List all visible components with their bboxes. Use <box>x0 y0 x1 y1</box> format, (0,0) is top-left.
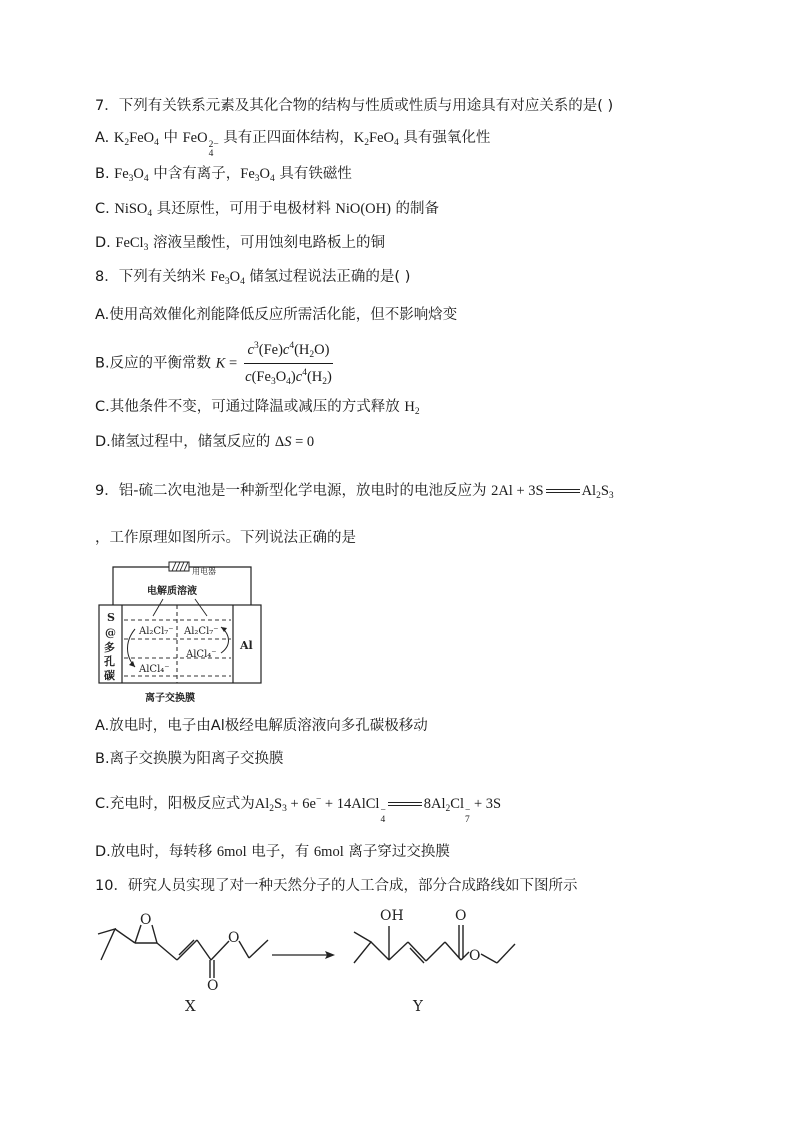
label-y: Y <box>413 997 423 1015</box>
q7-option-c: C. NiSO$_4$ 具还原性，可用于电极材料 NiO(OH) 的制备 <box>95 201 440 219</box>
q9-option-a: A.放电时，电子由Al极经电解质溶液向多孔碳极移动 <box>95 718 428 734</box>
q9-stem-line2: ，工作原理如图所示。下列说法正确的是 <box>95 530 356 546</box>
left-electrode-at: @ <box>105 626 116 639</box>
molecule-y <box>354 925 515 963</box>
molecule-x <box>98 925 268 978</box>
y-carbonyl-o: O <box>455 908 467 924</box>
equals-arrow <box>546 489 580 493</box>
y-ester-o: O <box>469 948 481 964</box>
electrolyte-label: 电解质溶液 <box>147 586 197 597</box>
q8-option-a: A.使用高效催化剂能降低反应所需活化能，但不影响焓变 <box>95 307 458 323</box>
q10-stem: 10．研究人员实现了对一种天然分子的人工合成，部分合成路线如下图所示 <box>95 878 578 894</box>
left-electrode-kong: 孔 <box>104 655 115 668</box>
x-epoxide-o: O <box>140 912 152 928</box>
y-hydroxyl: OH <box>380 908 404 924</box>
left-electrode-tan: 碳 <box>104 669 115 682</box>
q8-option-c: C.其他条件不变，可通过降温或减压的方式释放 $H_2$ <box>95 399 420 417</box>
battery-diagram <box>95 561 270 709</box>
q9-option-c: C.充电时，阳极反应式为$Al_2S_3 + 6e^-$ + 14AlCl − 4 $8Al_2Cl$ − 7 + 3S <box>95 795 502 825</box>
ion-al2cl7-left: Al₂Cl₇⁻ <box>139 626 174 637</box>
x-ester-o: O <box>228 930 240 946</box>
label-x: X <box>185 997 196 1015</box>
ion-alcl4-right: AlCl₄⁻ <box>186 649 217 660</box>
q7-option-b: B. $Fe_3O_4$ 中含有离子，$Fe_3O_4$ 具有铁磁性 <box>95 166 352 184</box>
q9-option-b: B.离子交换膜为阳离子交换膜 <box>95 751 284 767</box>
left-electrode-s: S <box>107 611 115 624</box>
q9-option-d: D.放电时，每转移 6mol 电子，有 6mol 离子穿过交换膜 <box>95 844 450 860</box>
q7-stem: 7．下列有关铁系元素及其化合物的结构与性质或性质与用途具有对应关系的是( ) <box>95 98 614 114</box>
q7-option-a: A. $K_2FeO_4$ 中 FeO 2− 4 具有正四面体结构，$K_2FeO_4$ 具有强氧化性 <box>95 130 491 159</box>
ion-alcl4-left: AlCl₄⁻ <box>139 664 170 675</box>
left-electrode-duo: 多 <box>104 641 115 654</box>
membrane-label: 离子交换膜 <box>145 693 195 704</box>
x-carbonyl-o: O <box>207 978 219 994</box>
right-electrode-al: Al <box>240 639 253 652</box>
q9-stem-line1: 9．铝-硫二次电池是一种新型化学电源，放电时的电池反应为 2Al + 3S $Al_2S_3$ <box>95 483 614 501</box>
q7-option-d: D. FeCl$_3$ 溶液呈酸性，可用蚀刻电路板上的铜 <box>95 235 385 253</box>
q8-stem: 8．下列有关纳米 $Fe_3O_4$ 储氢过程说法正确的是( ) <box>95 269 411 287</box>
equals-arrow-c <box>388 802 422 806</box>
q8-option-b: B.反应的平衡常数 K = $\frac{c^3(Fe)c^4(H_2O)}{c(Fe_3O_4)c^4(H_2)}$ <box>95 341 332 387</box>
q8-option-d: D.储氢过程中，储氢反应的 ΔS = 0 <box>95 434 315 450</box>
synthesis-route <box>95 900 535 1018</box>
ion-al2cl7-right: Al₂Cl₇⁻ <box>184 626 219 637</box>
device-label: 用电器 <box>192 567 216 576</box>
